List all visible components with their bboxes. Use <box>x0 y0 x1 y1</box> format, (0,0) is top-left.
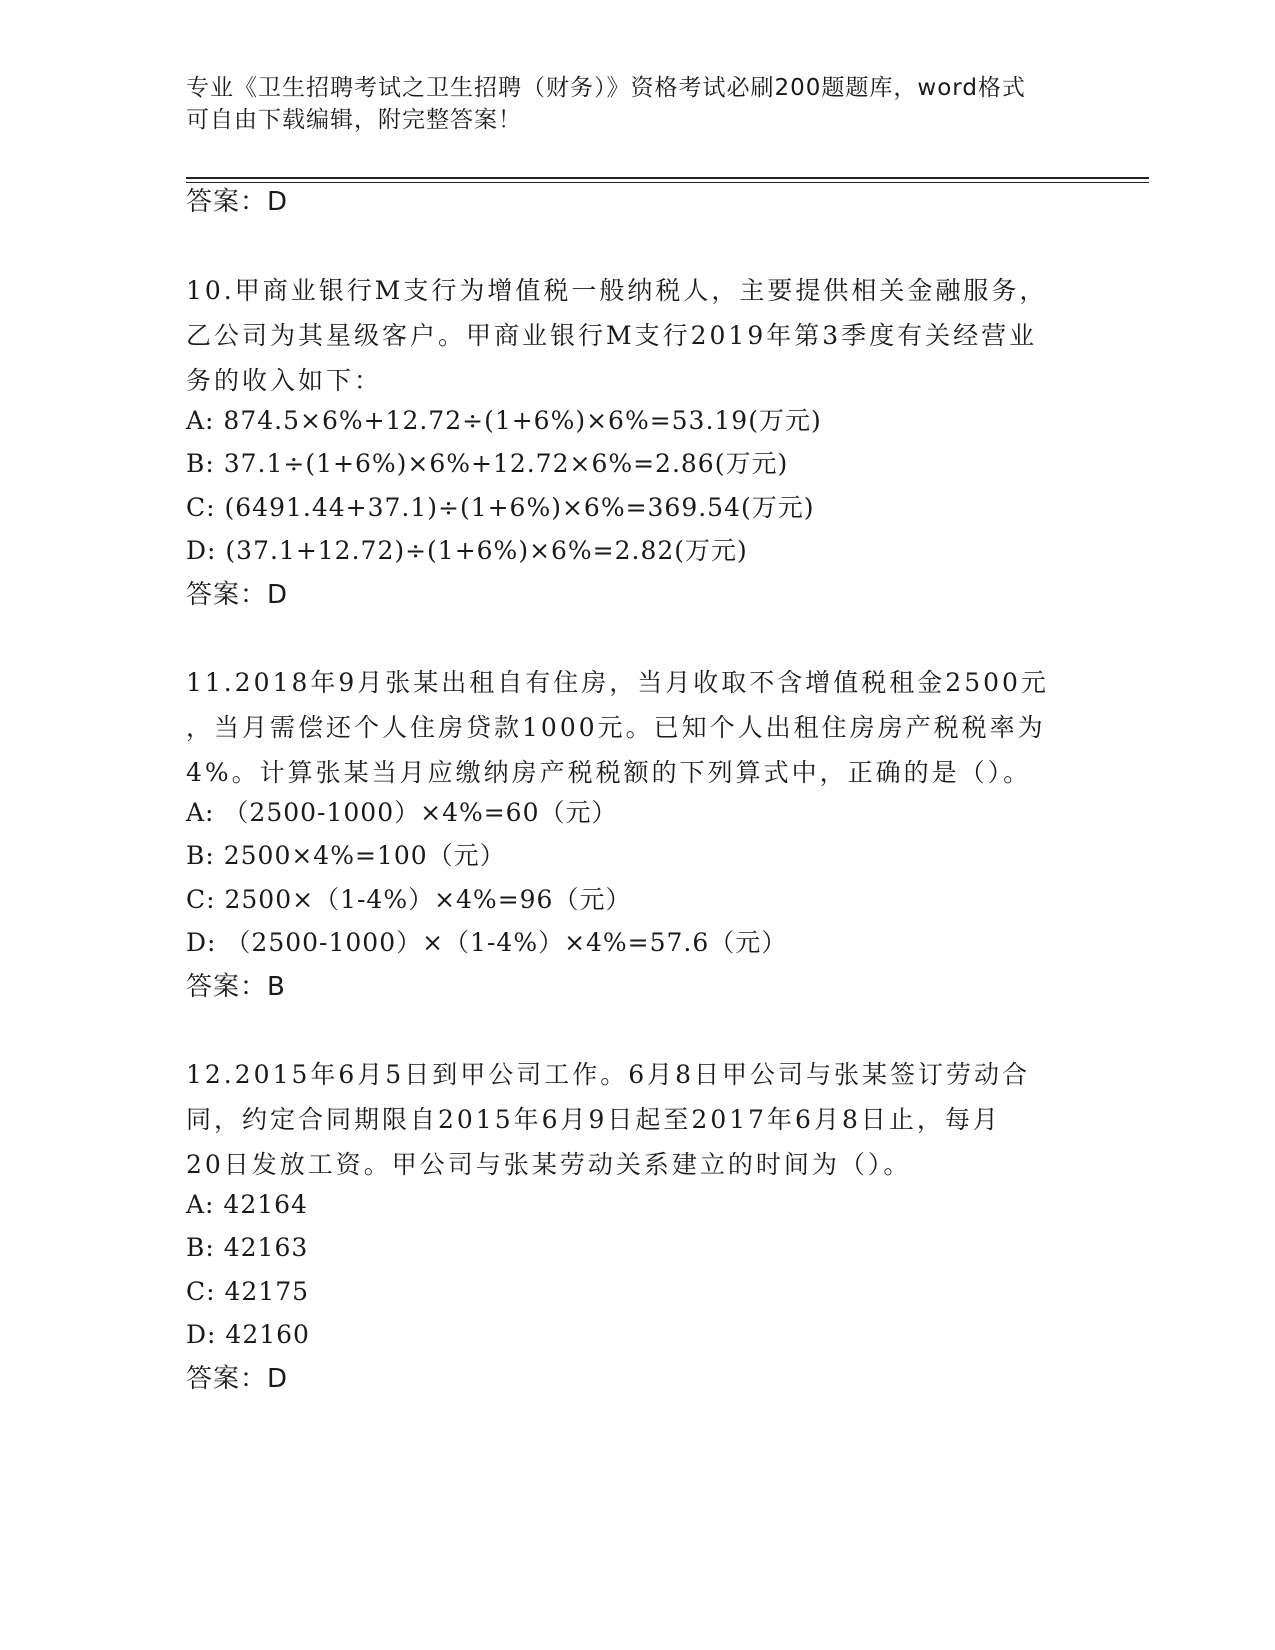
question-12-line-3: 20日发放工资。甲公司与张某劳动关系建立的时间为（）。 <box>186 1150 912 1179</box>
question-11-option-c: C: 2500×（1-4%）×4%=96（元） <box>186 885 632 914</box>
question-12-line-1: 12.2015年6月5日到甲公司工作。6月8日甲公司与张某签订劳动合 <box>186 1060 1031 1089</box>
question-10-answer: 答案：D <box>186 580 289 610</box>
question-10-option-a: A: 874.5×6%+12.72÷(1+6%)×6%=53.19(万元) <box>186 406 822 435</box>
question-10-line-1: 10.甲商业银行M支行为增值税一般纳税人，主要提供相关金融服务， <box>186 276 1048 305</box>
question-11-line-3: 4%。计算张某当月应缴纳房产税税额的下列算式中，正确的是（）。 <box>186 758 1032 787</box>
question-12-text <box>186 1052 1086 1187</box>
question-11-option-d: D: （2500-1000）×（1-4%）×4%=57.6（元） <box>186 928 788 957</box>
question-12-answer: 答案：D <box>186 1364 289 1394</box>
question-11-line-2: ，当月需偿还个人住房贷款1000元。已知个人出租住房房产税税率为 <box>186 713 1046 742</box>
question-12-option-a: A: 42164 <box>186 1190 308 1219</box>
question-11-text <box>186 660 1086 795</box>
question-12-option-b: B: 42163 <box>186 1233 309 1262</box>
question-10-line-2: 乙公司为其星级客户。甲商业银行M支行2019年第3季度有关经营业 <box>186 321 1038 350</box>
question-12-option-d: D: 42160 <box>186 1320 310 1349</box>
document-header <box>186 72 1066 136</box>
header-divider-thick <box>186 177 1149 179</box>
question-11-option-b: B: 2500×4%=100（元） <box>186 841 506 870</box>
question-11-answer: 答案：B <box>186 972 286 1002</box>
question-10-option-c: C: (6491.44+37.1)÷(1+6%)×6%=369.54(万元) <box>186 493 815 522</box>
question-10-option-d: D: (37.1+12.72)÷(1+6%)×6%=2.82(万元) <box>186 536 748 565</box>
question-12-option-c: C: 42175 <box>186 1277 310 1306</box>
question-12-line-2: 同，约定合同期限自2015年6月9日起至2017年6月8日止，每月 <box>186 1105 1001 1134</box>
header-line-2: 可自由下载编辑，附完整答案！ <box>186 107 522 133</box>
question-10-text <box>186 268 1086 403</box>
question-10-line-3: 务的收入如下： <box>186 366 383 395</box>
previous-answer: 答案：D <box>186 187 289 217</box>
question-10-option-b: B: 37.1÷(1+6%)×6%+12.72×6%=2.86(万元) <box>186 449 789 478</box>
header-line-1: 专业《卫生招聘考试之卫生招聘（财务）》资格考试必刷200题题库，word格式 <box>186 75 1026 101</box>
header-divider-thin <box>186 182 1149 183</box>
question-11-line-1: 11.2018年9月张某出租自有住房，当月收取不含增值税租金2500元 <box>186 668 1049 697</box>
question-11-option-a: A: （2500-1000）×4%=60（元） <box>186 798 618 827</box>
